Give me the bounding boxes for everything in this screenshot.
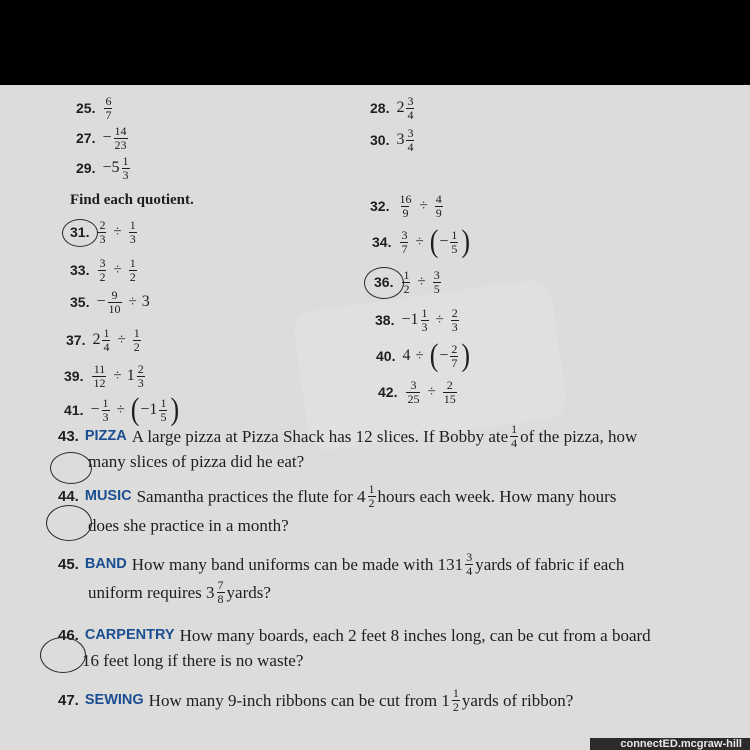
fraction: $\frac{1}{2}$ [133,326,140,354]
fraction: $\frac{1}{4}$ [103,326,110,354]
problem-35: 35. − $\frac{9}{10}$ ÷ 3 [70,288,150,316]
problem-39: 39. $\frac{11}{12}$ ÷ 1 $\frac{2}{3}$ [64,362,144,390]
fraction: $\frac{2}{15}$ [443,378,456,406]
word-problem-47: 47. SEWING How many 9-inch ribbons can be cut from 1 $\frac{1}{2}$ yards of ribbon? [58,686,574,714]
fraction: $\frac{2}{3}$ [137,362,144,390]
fraction: $\frac{3}{5}$ [433,268,440,296]
fraction: $\frac{6}{7}$ [105,94,112,122]
footer-link: connectED.mcgraw-hill [620,738,742,750]
word-problem-44: 44. MUSIC Samantha practices the flute for 4 $\frac{1}{2}$ hours each week. How many hours does she practice in a month? [58,482,617,536]
fraction: $\frac{14}{23}$ [114,124,127,152]
word-problem-43: 43. PIZZA A large pizza at Pizza Shack has 12 slices. If Bobby ate $\frac{1}{4}$ of the pizza, how many slices of pizza did he eat? [58,422,638,472]
fraction: $\frac{11}{12}$ [93,362,106,390]
problem-27: 27. − $\frac{14}{23}$ [76,124,127,152]
word-problem-45: 45. BAND How many band uniforms can be made with 131 $\frac{3}{4}$ yards of fabric if each uniform requires 3 $\frac{7}{8}$ yards? [58,550,625,606]
fraction: $\frac{1}{2}$ [368,482,375,510]
fraction: $\frac{1}{2}$ [129,256,136,284]
problem-31: 31. $\frac{2}{3}$ ÷ $\frac{1}{3}$ [70,218,136,246]
fraction: $\frac{2}{3}$ [451,306,458,334]
problem-40: 40. 4 ÷ ( − $\frac{2}{7}$ ) [376,338,471,373]
fraction: $\frac{16}{9}$ [399,192,412,220]
problem-37: 37. 2 $\frac{1}{4}$ ÷ $\frac{1}{2}$ [66,326,140,354]
word-problem-46: 46. CARPENTRY How many boards, each 2 feet 8 inches long, can be cut from a board 16 feet long if there is no waste? [58,626,651,670]
problem-29: 29. −5 $\frac{1}{3}$ [76,154,129,182]
textbook-page [0,85,750,750]
section-heading: Find each quotient. [70,192,194,208]
fraction: $\frac{3}{2}$ [99,256,106,284]
problem-42: 42. $\frac{3}{25}$ ÷ $\frac{2}{15}$ [378,378,456,406]
problem-38: 38. −1 $\frac{1}{3}$ ÷ $\frac{2}{3}$ [375,306,458,334]
fraction: $\frac{2}{3}$ [99,218,106,246]
fraction: $\frac{3}{7}$ [401,227,408,256]
fraction: $\frac{1}{4}$ [511,422,518,450]
fraction: $\frac{1}{5}$ [160,395,167,424]
fraction: $\frac{3}{4}$ [466,550,473,578]
fraction: $\frac{3}{4}$ [407,94,414,122]
fraction: $\frac{3}{25}$ [407,378,420,406]
problem-33: 33. $\frac{3}{2}$ ÷ $\frac{1}{2}$ [70,256,136,284]
problem-41: 41. − $\frac{1}{3}$ ÷ ( −1 $\frac{1}{5}$ ) [64,392,180,427]
problem-32: 32. $\frac{16}{9}$ ÷ $\frac{4}{9}$ [370,192,442,220]
problem-36: 36. $\frac{1}{2}$ ÷ $\frac{3}{5}$ [374,268,440,296]
fraction: $\frac{1}{5}$ [451,227,458,256]
fraction: $\frac{3}{4}$ [407,126,414,154]
fraction: $\frac{1}{2}$ [452,686,459,714]
fraction: $\frac{1}{3}$ [102,395,109,424]
problem-25: 25. $\frac{6}{7}$ [76,94,112,122]
fraction: $\frac{1}{3}$ [421,306,428,334]
fraction: $\frac{4}{9}$ [435,192,442,220]
problem-34: 34. $\frac{3}{7}$ ÷ ( − $\frac{1}{5}$ ) [372,224,471,259]
fraction: $\frac{1}{3}$ [129,218,136,246]
fraction: $\frac{1}{2}$ [403,268,410,296]
problem-30: 30. 3 $\frac{3}{4}$ [370,126,414,154]
fraction: $\frac{7}{8}$ [217,578,224,606]
fraction: $\frac{2}{7}$ [451,341,458,370]
fraction: $\frac{9}{10}$ [108,288,121,316]
problem-28: 28. 2 $\frac{3}{4}$ [370,94,414,122]
fraction: $\frac{1}{3}$ [122,154,129,182]
